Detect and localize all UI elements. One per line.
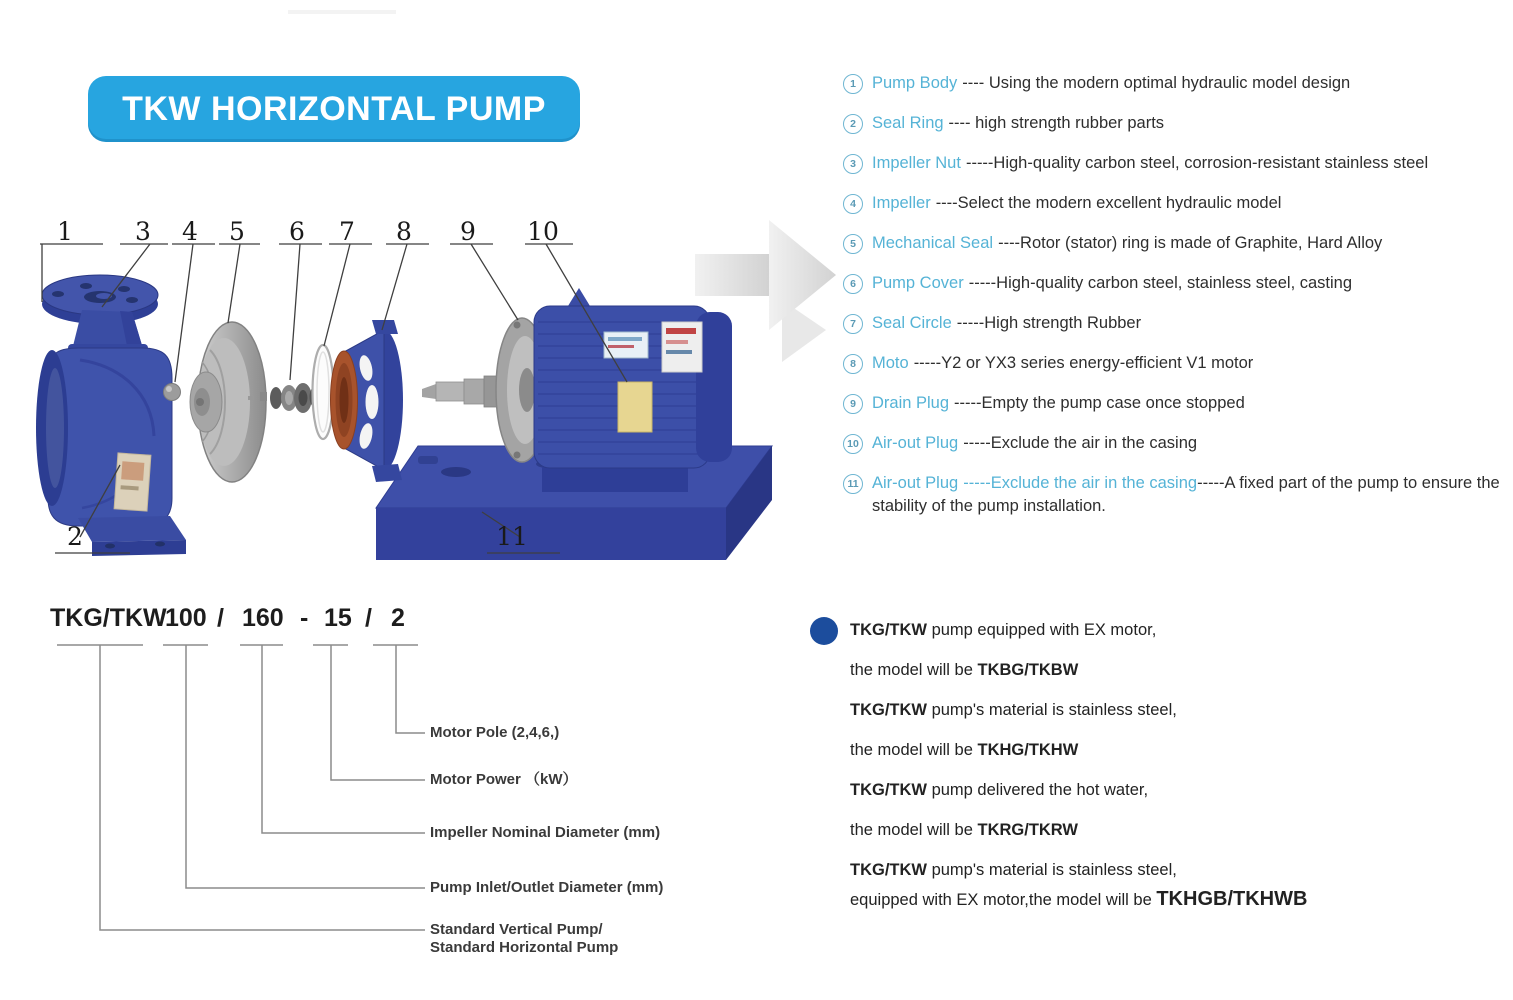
parts-legend-item (843, 112, 1508, 135)
part-description: -----Exclude the air in the casing (963, 434, 1198, 452)
note-line: the model will be TKRG/TKRW (850, 821, 1078, 839)
part-description: -----A fixed part of the pump to ensure the stability of the pump installation. (872, 474, 1500, 515)
model-code-power: 15 (324, 604, 352, 632)
motor-sticker (662, 322, 702, 372)
note-line: TKG/TKW pump's material is stainless steel, (850, 861, 1177, 879)
parts-legend (843, 72, 1508, 535)
part-description: ----Rotor (stator) ring is made of Graphite, Hard Alloy (998, 234, 1383, 252)
circled-number-icon: 2 (843, 114, 863, 134)
part-name: Impeller Nut (872, 154, 961, 172)
part-number-11: 11 (496, 522, 528, 551)
part-number-8: 8 (396, 217, 412, 246)
note-line: the model will be TKBG/TKBW (850, 661, 1079, 679)
parts-legend-item (843, 232, 1508, 255)
part-description: -----High-quality carbon steel, stainless steel, casting (968, 274, 1353, 292)
model-code-impeller: 160 (242, 604, 284, 632)
part-description: -----High strength Rubber (956, 314, 1142, 332)
note-line: equipped with EX motor,the model will be TKHGB/TKHWB (850, 888, 1308, 910)
circled-number-icon: 8 (843, 354, 863, 374)
part-name: Pump Body (872, 74, 958, 92)
label-pump-type (430, 921, 618, 957)
model-code-pole: 2 (391, 604, 405, 632)
pump-body (36, 275, 186, 556)
note-line: TKG/TKW pump equipped with EX motor, (850, 621, 1157, 639)
parts-legend-item (843, 272, 1508, 295)
part-name: Moto (872, 354, 909, 372)
part-number-1: 1 (57, 217, 73, 246)
label-pump-type-line1: Standard Vertical Pump/ (430, 921, 603, 938)
part-description: -----Y2 or YX3 series energy-efficient V1 motor (913, 354, 1254, 372)
model-code-slash2: / (365, 604, 372, 632)
circled-number-icon: 6 (843, 274, 863, 294)
label-inlet-outlet: Pump Inlet/Outlet Diameter (mm) (430, 879, 664, 896)
part-number-3: 3 (135, 217, 151, 246)
part-name: Seal Ring (872, 114, 944, 132)
parts-legend-item (843, 312, 1508, 335)
label-motor-power: Motor Power （kW） (430, 771, 578, 788)
model-code-series: TKG/TKW (50, 604, 167, 632)
pump-label-sticker (114, 453, 151, 511)
label-impeller-diameter: Impeller Nominal Diameter (mm) (430, 824, 661, 841)
label-pump-type-line2: Standard Horizontal Pump (430, 939, 619, 956)
part-name: Air-out Plug (872, 474, 959, 492)
part-description: -----High-quality carbon steel, corrosion-resistant stainless steel (965, 154, 1429, 172)
part-name: Seal Circle (872, 314, 952, 332)
part-number-5: 5 (229, 217, 245, 246)
part-description: -----Empty the pump case once stopped (954, 394, 1245, 412)
impeller-nut (164, 384, 181, 401)
page-title: TKW HORIZONTAL PUMP (122, 89, 546, 128)
part-number-2: 2 (67, 522, 83, 551)
part-name: Mechanical Seal (872, 234, 994, 252)
parts-legend-item (843, 392, 1508, 415)
part-name: Pump Cover (872, 274, 964, 292)
part-number-6: 6 (289, 217, 305, 246)
circled-number-icon: 4 (843, 194, 863, 214)
parts-legend-item (843, 152, 1508, 175)
model-code-dash: - (300, 604, 309, 632)
part-description: ----Select the modern excellent hydraulic model (935, 194, 1282, 212)
model-code-inlet: 100 (165, 604, 207, 632)
parts-legend-item (843, 432, 1508, 455)
circled-number-icon: 7 (843, 314, 863, 334)
parts-legend-item (843, 472, 1508, 518)
part-name: Air-out Plug (872, 434, 959, 452)
parts-legend-item (843, 72, 1508, 95)
scan-artifact (288, 10, 396, 14)
model-code-lines (0, 600, 760, 980)
note-line: TKG/TKW pump delivered the hot water, (850, 781, 1149, 799)
circled-number-icon: 9 (843, 394, 863, 414)
title-banner (88, 76, 580, 142)
pump-exploded-diagram (20, 210, 840, 570)
part-description: ---- high strength rubber parts (948, 114, 1165, 132)
part-description: ---- Using the modern optimal hydraulic model design (962, 74, 1351, 92)
pump-cover (331, 320, 404, 482)
part-name: Impeller (872, 194, 931, 212)
circled-number-icon: 5 (843, 234, 863, 254)
bullet-circle-icon (810, 617, 838, 645)
impeller (190, 322, 266, 482)
parts-legend-item (843, 192, 1508, 215)
part-description-blue: -----Exclude the air in the casing (963, 474, 1198, 492)
part-number-9: 9 (460, 217, 476, 246)
note-line: the model will be TKHG/TKHW (850, 741, 1079, 759)
model-code-slash1: / (217, 604, 224, 632)
circled-number-icon: 10 (843, 434, 863, 454)
part-number-4: 4 (182, 217, 198, 246)
parts-legend-item (843, 352, 1508, 375)
label-motor-pole: Motor Pole (2,4,6,) (430, 724, 560, 741)
circled-number-icon: 3 (843, 154, 863, 174)
part-number-7: 7 (339, 217, 355, 246)
note-line: TKG/TKW pump's material is stainless steel, (850, 701, 1177, 719)
model-variant-notes (850, 618, 1410, 928)
motor-yellow-label (618, 382, 652, 432)
part-name: Drain Plug (872, 394, 950, 412)
circled-number-icon: 1 (843, 74, 863, 94)
circled-number-icon: 11 (843, 474, 863, 494)
part-number-10: 10 (527, 217, 559, 246)
